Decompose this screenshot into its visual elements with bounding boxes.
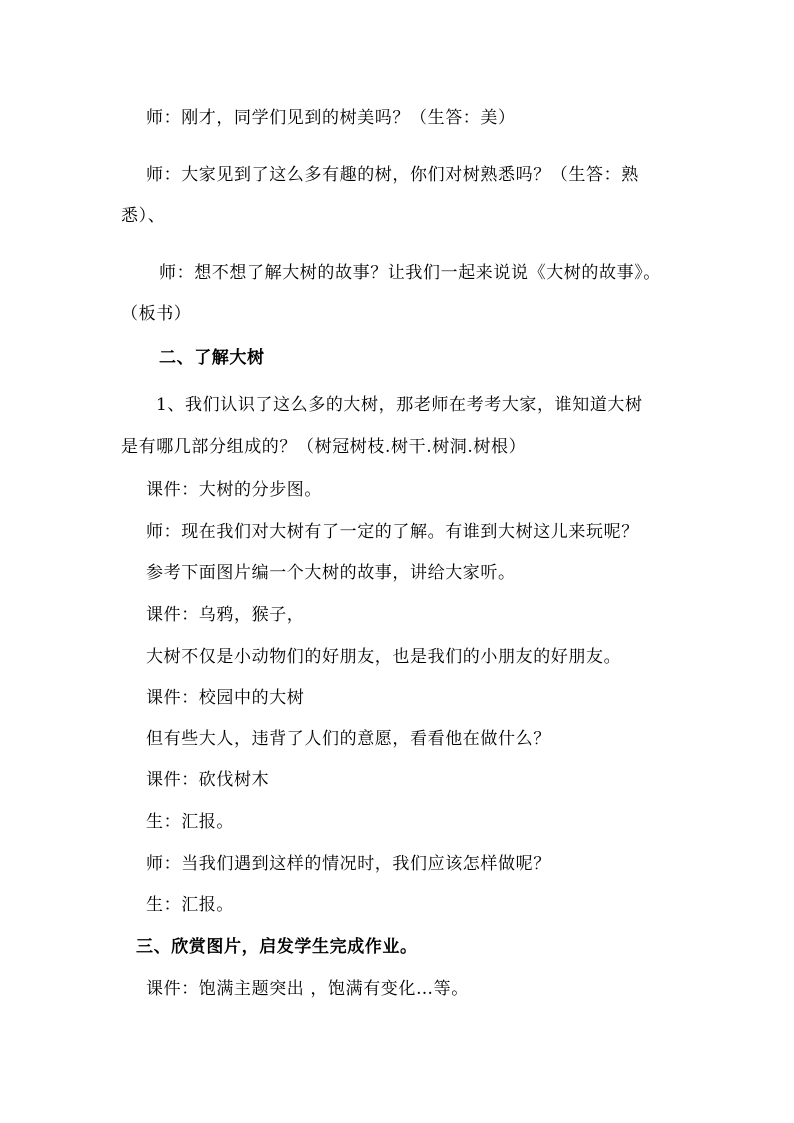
paragraph-line: 生：汇报。 [146,895,234,915]
paragraph-line: 师：当我们遇到这样的情况时，我们应该怎样做呢？ [146,854,551,874]
paragraph-line: （板书） [121,304,192,324]
section-heading: 三、欣赏图片，启发学生完成作业。 [136,937,418,957]
paragraph-line: 但有些大人，违背了人们的意愿，看看他在做什么？ [146,729,551,749]
paragraph-line: 参考下面图片编一个大树的故事，讲给大家听。 [146,563,516,583]
paragraph-line: 师：刚才，同学们见到的树美吗？（生答：美） [146,108,516,128]
paragraph-line: 课件：饱满主题突出 ，饱满有变化…等。 [146,979,469,999]
paragraph-line: 师：现在我们对大树有了一定的了解。有谁到大树这儿来玩呢？ [146,522,639,542]
paragraph-line: 是有哪几部分组成的？（树冠树枝.树干.树洞.树根） [121,437,527,457]
paragraph-line: 大树不仅是小动物们的好朋友，也是我们的小朋友的好朋友。 [146,647,622,667]
paragraph-line: 课件：校园中的大树 [146,688,305,708]
paragraph-line: 课件：大树的分步图。 [146,480,322,500]
paragraph-line: 师：想不想了解大树的故事？让我们一起来说说《大树的故事》。 [159,263,661,283]
paragraph-line: 课件：砍伐树木 [146,770,270,790]
paragraph-line: 1、我们认识了这么多的大树，那老师在考考大家，谁知道大树 [156,395,643,415]
paragraph-line: 生：汇报。 [146,812,234,832]
paragraph-line: 课件：乌鸦，猴子， [146,605,305,625]
paragraph-line: 悉）、 [121,206,166,226]
paragraph-line: 师：大家见到了这么多有趣的树，你们对树熟悉吗？（生答：熟 [146,165,639,185]
section-heading: 二、了解大树 [159,348,265,368]
